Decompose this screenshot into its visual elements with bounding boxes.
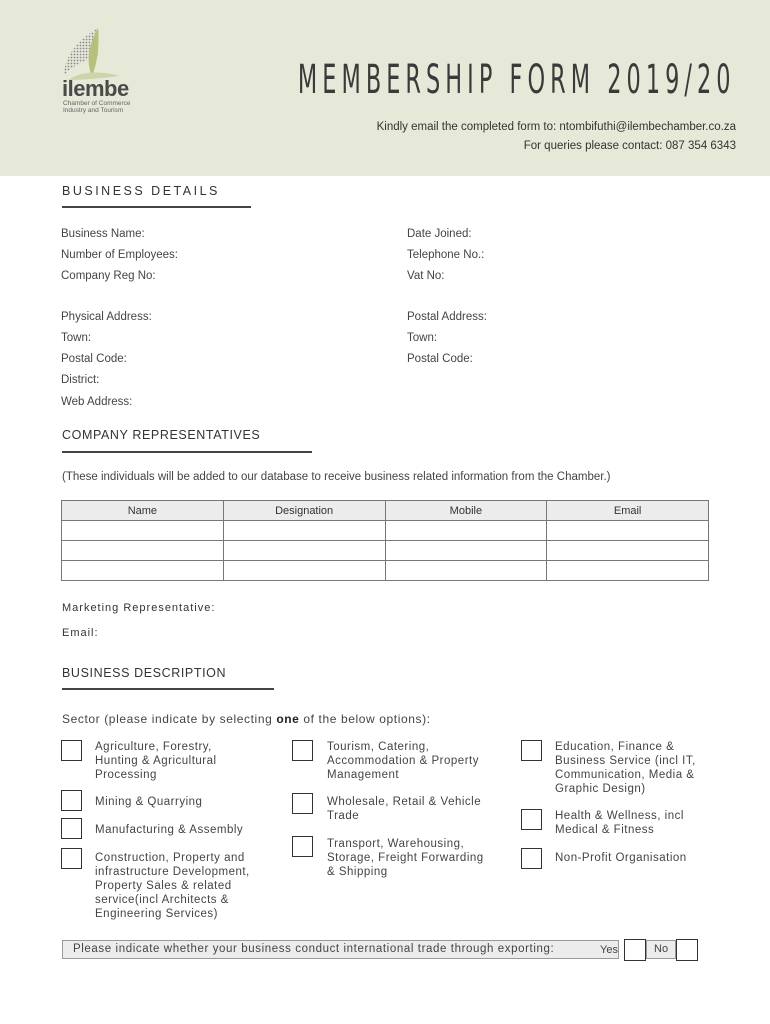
field-business-name[interactable]: Business Name:: [61, 228, 145, 240]
option-tourism-label: Tourism, Catering, Accommodation & Property Management: [327, 741, 479, 781]
field-telephone[interactable]: Telephone No.:: [407, 249, 485, 261]
table-row: [62, 521, 709, 541]
checkbox-health[interactable]: [521, 809, 542, 830]
section-underline: [62, 451, 312, 453]
cell-input[interactable]: [223, 541, 385, 561]
option-construction-label: Construction, Property and infrastructure Development, Property Sales & related service(incl Architects & Engineering Services): [95, 852, 250, 920]
cell-input[interactable]: [62, 561, 224, 581]
field-web-address[interactable]: Web Address:: [61, 396, 133, 408]
field-marketing-representative[interactable]: Marketing Representative:: [62, 602, 216, 614]
checkbox-export-yes[interactable]: [624, 939, 646, 961]
field-postal-address[interactable]: Postal Address:: [407, 311, 487, 323]
sector-instruction: Sector (please indicate by selecting one of the below options):: [62, 712, 431, 726]
cell-input[interactable]: [385, 541, 547, 561]
cell-input[interactable]: [547, 561, 709, 581]
checkbox-transport[interactable]: [292, 836, 313, 857]
option-education-label: Education, Finance & Business Service (incl IT, Communication, Media & Graphic Design): [555, 741, 696, 795]
option-transport-label: Transport, Warehousing, Storage, Freight Forwarding & Shipping: [327, 838, 484, 878]
export-question-bar: [62, 940, 619, 959]
checkbox-nonprofit[interactable]: [521, 848, 542, 869]
export-no-label: No: [654, 943, 669, 955]
field-town[interactable]: Town:: [61, 332, 92, 344]
field-postal-code[interactable]: Postal Code:: [61, 353, 127, 365]
logo-tagline: Chamber of Commerce Industry and Tourism: [63, 100, 131, 114]
email-instruction: Kindly email the completed form to: ntombifuthi@ilembechamber.co.za: [376, 121, 736, 133]
cell-input[interactable]: [385, 561, 547, 581]
cell-input[interactable]: [62, 521, 224, 541]
checkbox-education[interactable]: [521, 740, 542, 761]
checkbox-wholesale[interactable]: [292, 793, 313, 814]
checkbox-manufacturing[interactable]: [61, 818, 82, 839]
option-manufacturing-label: Manufacturing & Assembly: [95, 824, 244, 836]
checkbox-export-no[interactable]: [676, 939, 698, 961]
cell-input[interactable]: [62, 541, 224, 561]
option-agriculture-label: Agriculture, Forestry, Hunting & Agricultural Processing: [95, 741, 217, 781]
cell-input[interactable]: [223, 561, 385, 581]
option-nonprofit-label: Non-Profit Organisation: [555, 852, 687, 864]
option-mining-label: Mining & Quarrying: [95, 796, 203, 808]
option-wholesale-label: Wholesale, Retail & Vehicle Trade: [327, 796, 482, 822]
checkbox-mining[interactable]: [61, 790, 82, 811]
export-no-bar: [646, 940, 676, 959]
field-date-joined[interactable]: Date Joined:: [407, 228, 472, 240]
company-reps-heading: COMPANY REPRESENTATIVES: [62, 428, 261, 442]
checkbox-tourism[interactable]: [292, 740, 313, 761]
field-number-of-employees[interactable]: Number of Employees:: [61, 249, 178, 261]
cell-input[interactable]: [547, 521, 709, 541]
representatives-table: [61, 500, 709, 581]
cell-input[interactable]: [223, 521, 385, 541]
cell-input[interactable]: [385, 521, 547, 541]
field-district[interactable]: District:: [61, 374, 100, 386]
cell-input[interactable]: [547, 541, 709, 561]
field-postal-postal-code[interactable]: Postal Code:: [407, 353, 473, 365]
header-band: [0, 0, 770, 176]
section-underline: [62, 688, 274, 690]
table-row: [62, 541, 709, 561]
business-details-heading: BUSINESS DETAILS: [62, 184, 220, 198]
field-postal-town[interactable]: Town:: [407, 332, 438, 344]
section-underline: [62, 206, 251, 208]
checkbox-agriculture[interactable]: [61, 740, 82, 761]
field-company-reg-no[interactable]: Company Reg No:: [61, 270, 156, 282]
export-question: Please indicate whether your business conduct international trade through exporting:: [73, 943, 555, 955]
field-physical-address[interactable]: Physical Address:: [61, 311, 152, 323]
column-header-mobile: Mobile: [385, 501, 547, 521]
logo-wordmark: ilembe: [62, 76, 129, 101]
queries-contact: For queries please contact: 087 354 6343: [523, 140, 736, 152]
export-yes-label: Yes: [600, 944, 618, 956]
checkbox-construction[interactable]: [61, 848, 82, 869]
field-email[interactable]: Email:: [62, 627, 99, 639]
table-row: [62, 561, 709, 581]
field-vat-no[interactable]: Vat No:: [407, 270, 445, 282]
reps-note: (These individuals will be added to our database to receive business related information from the Chamber.): [62, 471, 611, 483]
column-header-designation: Designation: [223, 501, 385, 521]
column-header-email: Email: [547, 501, 709, 521]
option-health-label: Health & Wellness, incl Medical & Fitness: [555, 810, 684, 836]
column-header-name: Name: [62, 501, 224, 521]
page-title: MEMBERSHIP FORM 2019/20: [298, 57, 736, 103]
business-description-heading: BUSINESS DESCRIPTION: [62, 666, 227, 680]
